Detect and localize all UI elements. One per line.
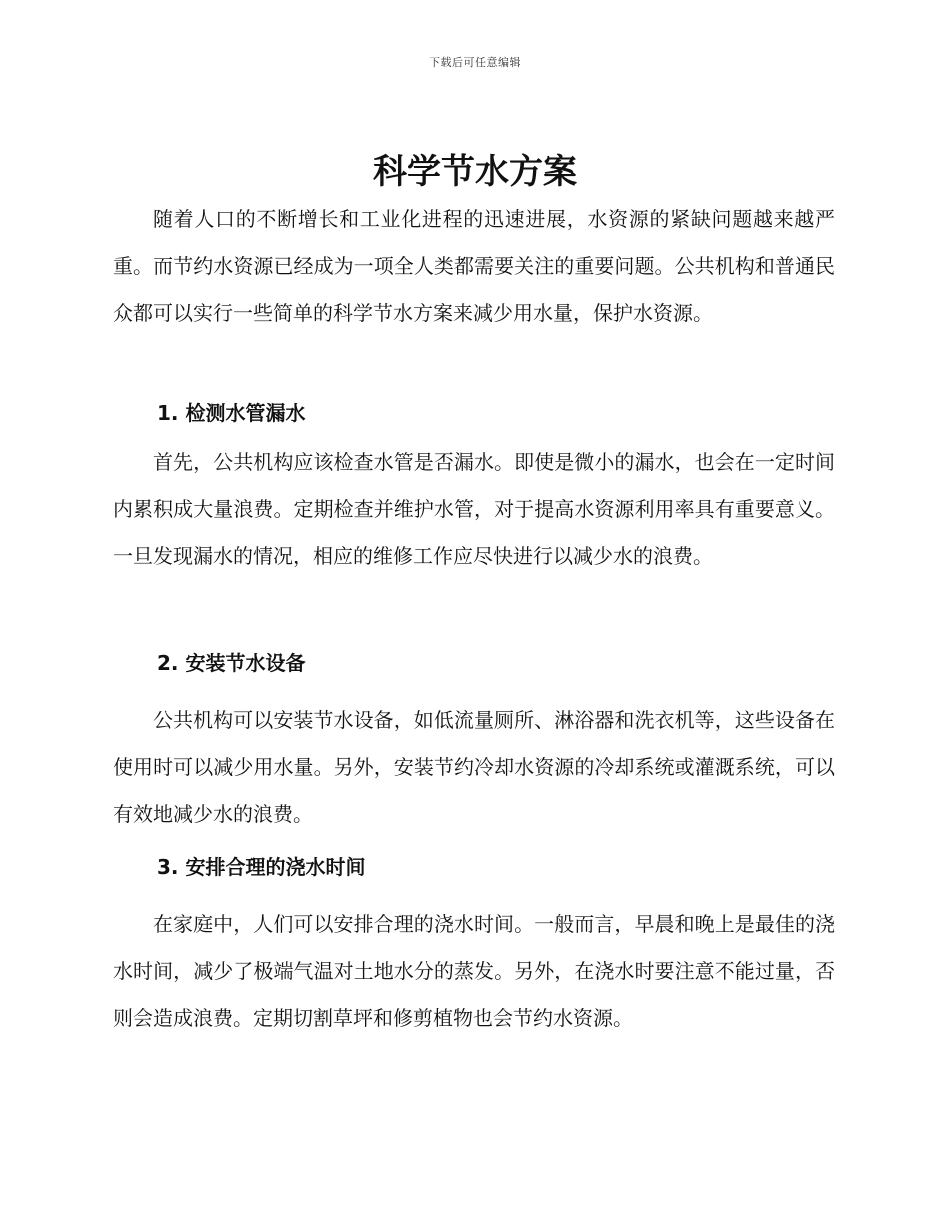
section-body-3: 在家庭中，人们可以安排合理的浇水时间。一般而言，早晨和晚上是最佳的浇水时间，减少了极端气温对土地水分的蒸发。另外，在浇水时要注意不能过量，否则会造成浪费。定期切割草坪和修剪植物也会节约水资源。 [113, 912, 835, 1030]
section-heading-1: 1. 检测水管漏水 [157, 401, 306, 425]
section-heading-2: 2. 安装节水设备 [157, 651, 306, 675]
header-note: 下载后可任意编辑 [429, 56, 521, 69]
section-heading-3: 3. 安排合理的浇水时间 [157, 855, 366, 879]
document-title: 科学节水方案 [373, 152, 577, 192]
section-body-2: 公共机构可以安装节水设备，如低流量厕所、淋浴器和洗衣机等，这些设备在使用时可以减少用水量。另外，安装节约冷却水资源的冷却系统或灌溉系统，可以有效地减少水的浪费。 [113, 708, 835, 826]
section-body-1: 首先，公共机构应该检查水管是否漏水。即使是微小的漏水，也会在一定时间内累积成大量浪费。定期检查并维护水管，对于提高水资源利用率具有重要意义。一旦发现漏水的情况，相应的维修工作应尽快进行以减少水的浪费。 [113, 450, 835, 568]
intro-paragraph: 随着人口的不断增长和工业化进程的迅速进展，水资源的紧缺问题越来越严重。而节约水资源已经成为一项全人类都需要关注的重要问题。公共机构和普通民众都可以实行一些简单的科学节水方案来减少用水量，保护水资源。 [113, 207, 835, 325]
